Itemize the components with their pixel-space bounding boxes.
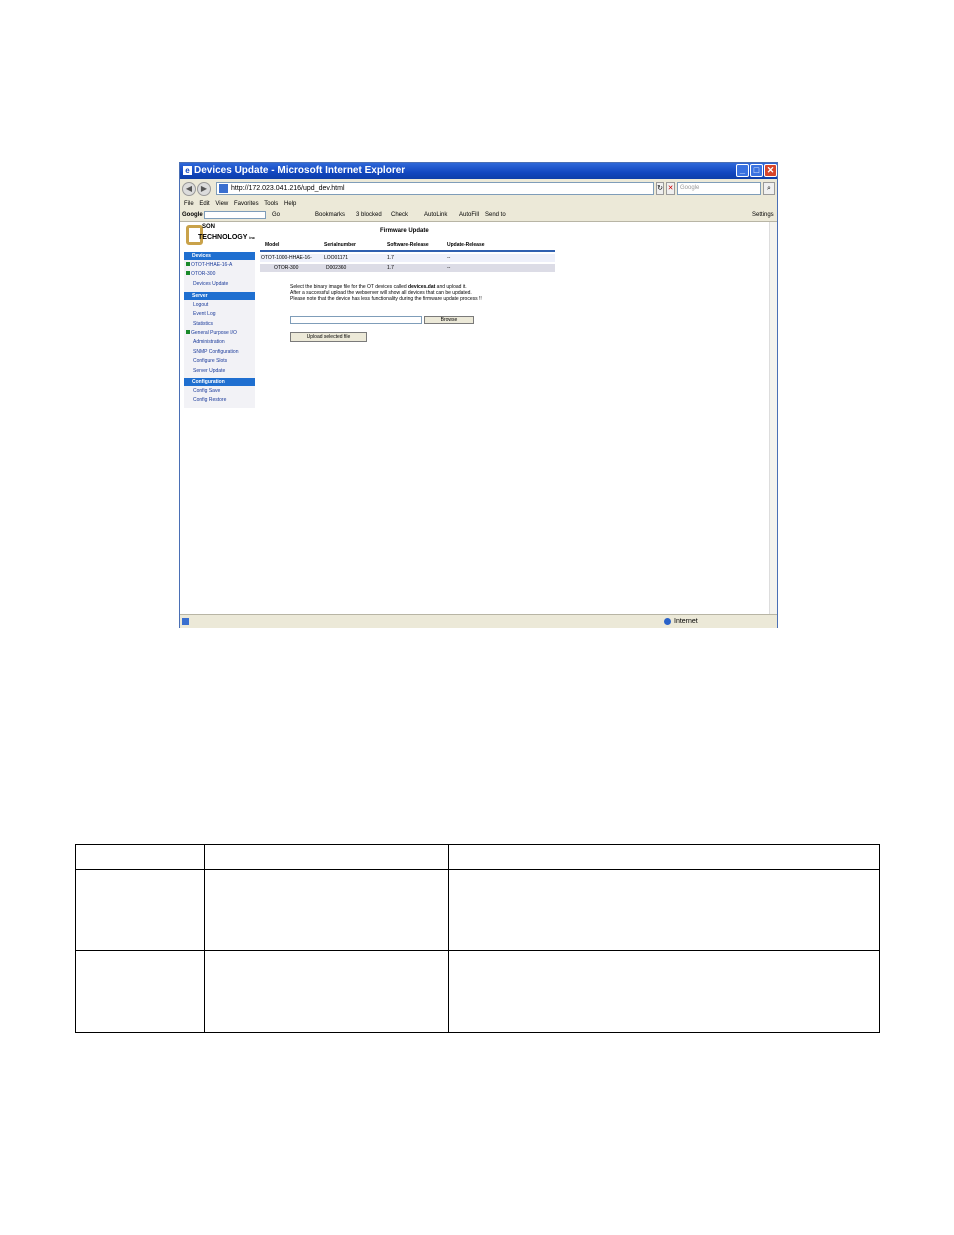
menu-file[interactable]: File xyxy=(184,201,194,207)
table-cell xyxy=(76,870,205,951)
settings-button[interactable]: Settings xyxy=(752,212,774,218)
page-title: Firmware Update xyxy=(380,228,429,234)
sidebar-item-config-save[interactable]: Config Save xyxy=(193,388,221,394)
forward-button[interactable]: ▶ xyxy=(197,182,211,196)
zone-label: Internet xyxy=(674,618,698,625)
menu-help[interactable]: Help xyxy=(283,201,297,207)
refresh-button[interactable]: ↻ xyxy=(656,182,664,195)
sidebar-item-gpio[interactable] xyxy=(186,329,237,337)
table-row xyxy=(76,951,880,1033)
cell-update: -- xyxy=(447,255,451,261)
table-cell xyxy=(205,870,449,951)
table-row xyxy=(76,845,880,870)
close-button[interactable]: ✕ xyxy=(764,164,777,177)
col-serial: Serialnumber xyxy=(324,242,356,248)
table-row xyxy=(260,254,555,262)
bookmarks-button[interactable]: Bookmarks xyxy=(315,212,346,218)
vertical-scrollbar[interactable] xyxy=(769,222,777,614)
stop-button[interactable]: ✕ xyxy=(666,182,675,195)
page-icon xyxy=(219,184,228,193)
green-flag-icon xyxy=(186,262,190,266)
sidebar-item-statistics[interactable]: Statistics xyxy=(193,321,214,327)
logo-line1: SON xyxy=(202,224,216,230)
url-text: http://172.023.041.216/upd_dev.html xyxy=(231,185,345,192)
green-flag-icon xyxy=(186,330,190,334)
sidebar-item-label: OTOT-HHAE-16-A xyxy=(191,262,233,268)
upload-button[interactable]: Upload selected file xyxy=(290,332,367,342)
sidebar-item-device1[interactable] xyxy=(186,261,232,269)
menu-edit[interactable]: Edit xyxy=(199,201,210,207)
table-cell xyxy=(449,845,880,870)
instr-text: and upload it. xyxy=(435,284,467,290)
cell-serial: LOO01171 xyxy=(324,255,349,261)
sidebar-item-logout[interactable]: Logout xyxy=(193,302,209,308)
col-update: Update-Release xyxy=(447,242,485,248)
logo-word: TECHNOLOGY xyxy=(198,234,248,241)
cell-software: 1.7 xyxy=(387,265,394,271)
title-bar xyxy=(180,163,777,179)
page-content xyxy=(180,222,769,614)
table-row xyxy=(260,264,555,272)
logo-suffix: inc xyxy=(249,235,255,240)
menu-favorites[interactable]: Favorites xyxy=(233,201,259,207)
go-button[interactable]: Go xyxy=(272,212,281,218)
col-model: Model xyxy=(265,242,280,248)
file-path-input[interactable] xyxy=(290,316,422,324)
cell-update: -- xyxy=(447,265,451,271)
table-header-divider xyxy=(260,250,555,252)
sidebar-item-administration[interactable]: Administration xyxy=(193,339,225,345)
cell-software: 1.7 xyxy=(387,255,394,261)
sidebar-header-devices: Devices xyxy=(184,252,255,260)
table-cell xyxy=(76,951,205,1033)
browser-window xyxy=(179,162,778,628)
cell-serial: D002360 xyxy=(326,265,347,271)
search-icon[interactable]: ⌕ xyxy=(763,182,775,195)
table-cell xyxy=(449,951,880,1033)
table-cell xyxy=(76,845,205,870)
table-cell xyxy=(449,870,880,951)
sidebar-item-server-update[interactable]: Server Update xyxy=(193,368,226,374)
instr-text: Select the binary image file for the OT devices called xyxy=(290,284,409,290)
sidebar-item-event-log[interactable]: Event Log xyxy=(193,311,216,317)
instr-filename: devices.dat xyxy=(408,284,436,290)
sidebar-header-server: Server xyxy=(184,292,255,300)
sidebar-item-snmp[interactable]: SNMP Configuration xyxy=(193,349,239,355)
google-toolbar xyxy=(180,209,777,222)
instruction-line2: After a successful upload the webserver will show all devices that can be updated. xyxy=(290,290,472,296)
green-flag-icon xyxy=(186,271,190,275)
page-status-icon xyxy=(182,618,189,625)
sidebar-item-configure-slots[interactable]: Configure Slots xyxy=(193,358,228,364)
menu-view[interactable]: View xyxy=(215,201,229,207)
browse-button[interactable]: Browse xyxy=(424,316,474,324)
ie-icon: e xyxy=(183,166,192,175)
table-row xyxy=(76,870,880,951)
search-input[interactable]: Google xyxy=(677,182,761,195)
globe-icon xyxy=(664,618,671,625)
table-cell xyxy=(205,845,449,870)
table-cell xyxy=(205,951,449,1033)
sidebar-header-configuration: Configuration xyxy=(184,378,255,386)
status-bar xyxy=(180,614,777,628)
cell-model: OTOT-1000-HHAE-16- xyxy=(261,255,312,261)
spellcheck-button[interactable]: Check xyxy=(391,212,409,218)
url-field[interactable] xyxy=(216,182,654,195)
sidebar-item-devices-update[interactable]: Devices Update xyxy=(193,281,229,287)
autolink-button[interactable]: AutoLink xyxy=(424,212,448,218)
sidebar-item-config-restore[interactable]: Config Restore xyxy=(193,397,227,403)
minimize-button[interactable]: _ xyxy=(736,164,749,177)
sidebar-item-label: OTOR-300 xyxy=(191,271,216,277)
autofill-button[interactable]: AutoFill xyxy=(459,212,480,218)
col-software: Software-Release xyxy=(387,242,429,248)
back-button[interactable]: ◀ xyxy=(182,182,196,196)
instruction-line3: Please note that the device has less functionality during the firmware update process !! xyxy=(290,296,482,302)
popup-blocked-button[interactable]: 3 blocked xyxy=(356,212,382,218)
window-title: Devices Update - Microsoft Internet Explorer xyxy=(194,165,406,176)
sendto-button[interactable]: Send to xyxy=(485,212,506,218)
sidebar-item-device2[interactable] xyxy=(186,270,215,278)
sidebar-item-label: General Purpose I/O xyxy=(191,330,237,336)
menu-bar xyxy=(180,199,777,209)
company-logo xyxy=(186,225,254,249)
menu-tools[interactable]: Tools xyxy=(264,201,279,207)
maximize-button[interactable]: □ xyxy=(750,164,763,177)
google-logo: Google xyxy=(182,212,203,218)
cell-model: OTOR-300 xyxy=(274,265,299,271)
address-bar xyxy=(180,179,777,200)
document-table xyxy=(75,844,880,1033)
google-search-input[interactable] xyxy=(204,211,266,219)
logo-line2 xyxy=(198,234,255,241)
